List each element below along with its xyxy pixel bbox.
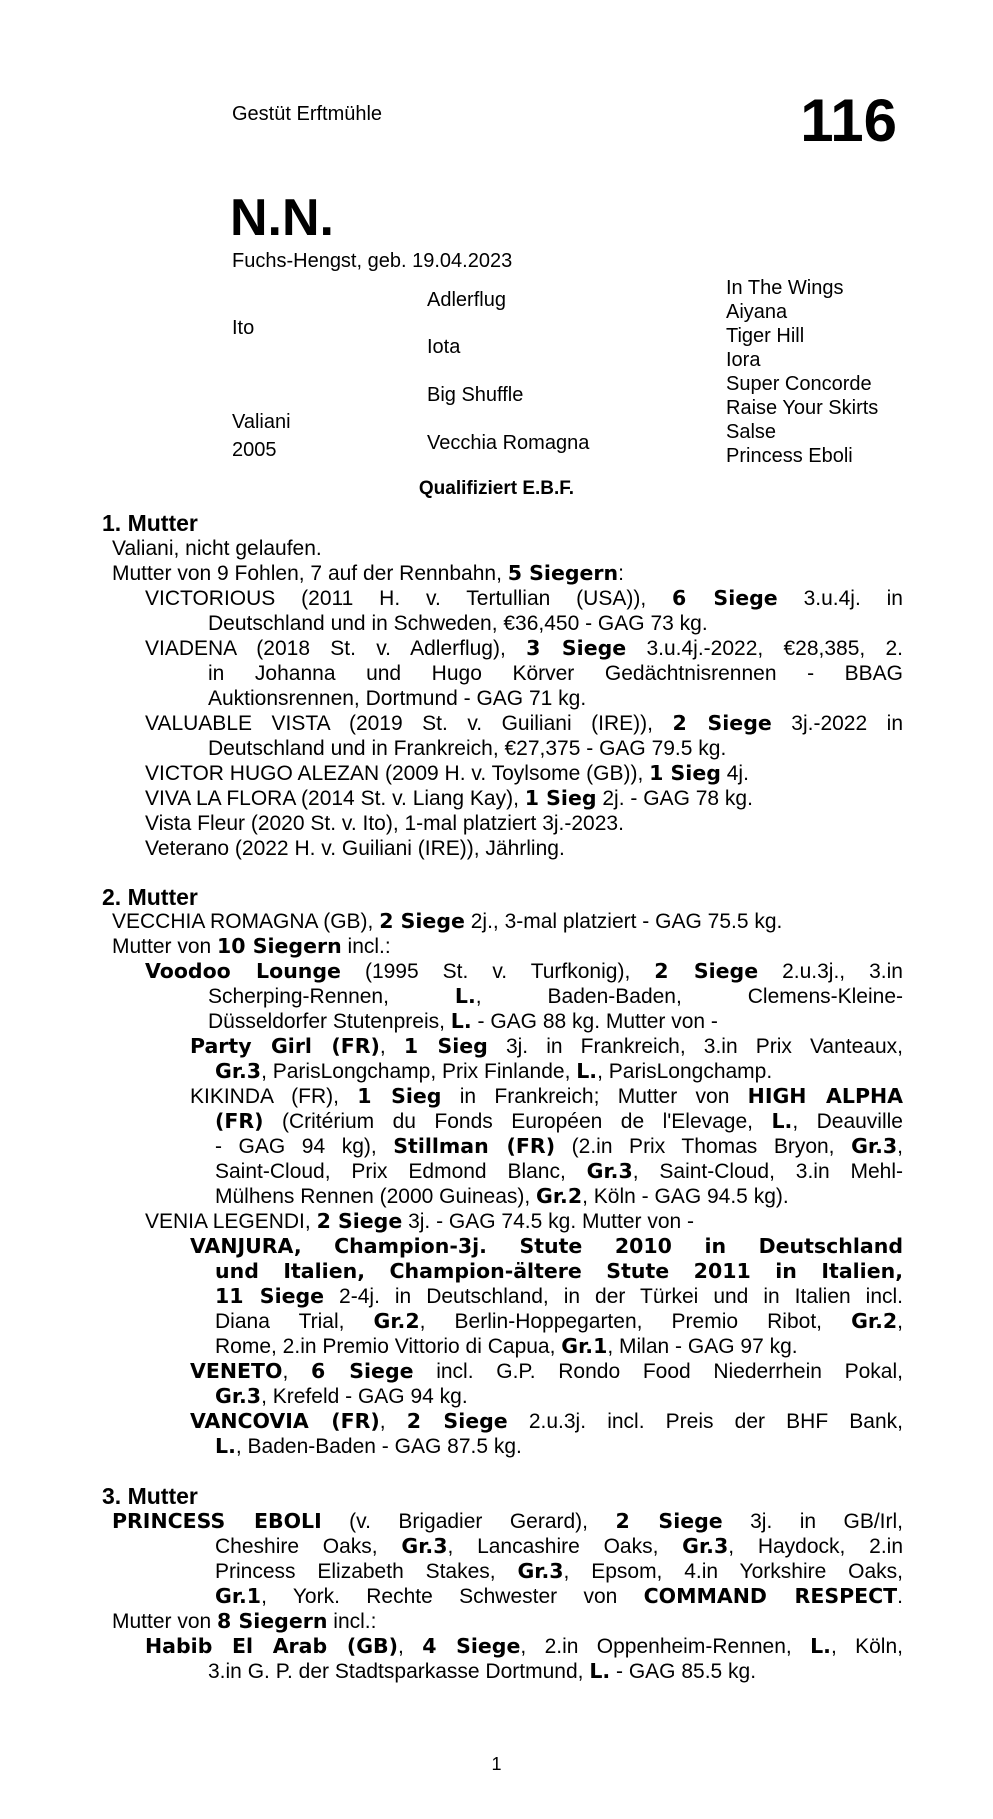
offspring-entry: Habib El Arab (GB), 4 Siege, 2.in Oppenheim-Rennen, L., Köln, — [145, 1634, 903, 1658]
grand-offspring-entry-cont: (FR) (Critérium du Fonds Européen de l'Elevage, L., Deauville — [215, 1109, 903, 1133]
offspring-entry-cont: in Johanna und Hugo Körver Gedächtnisrennen - BBAG — [208, 662, 903, 685]
dam-line: Valiani, nicht gelaufen. — [112, 537, 322, 560]
pedigree-sire: Ito — [232, 317, 255, 339]
stud-name: Gestüt Erftmühle — [232, 103, 383, 125]
offspring-entry: VIADENA (2018 St. v. Adlerflug), 3 Siege 3.u.4j.-2022, €28,385, 2. — [145, 636, 903, 660]
pedigree-dam: Valiani — [232, 411, 291, 433]
pedigree-g2: Big Shuffle — [427, 384, 524, 406]
grand-offspring-entry: VANCOVIA (FR), 2 Siege 2.u.3j. incl. Preis der BHF Bank, — [190, 1409, 903, 1433]
offspring-entry-cont: 3.in G. P. der Stadtsparkasse Dortmund, L. - GAG 85.5 kg. — [208, 1659, 757, 1683]
grand-offspring-entry: VANJURA, Champion-3j. Stute 2010 in Deutschland — [190, 1234, 903, 1258]
pedigree-g3: Salse — [726, 421, 777, 443]
grand-offspring-entry-cont: Gr.3, Krefeld - GAG 94 kg. — [215, 1384, 468, 1408]
dam-line: VECCHIA ROMAGNA (GB), 2 Siege 2j., 3-mal platziert - GAG 75.5 kg. — [112, 909, 783, 933]
grand-offspring-entry-cont: Gr.3, ParisLongchamp, Prix Finlande, L., ParisLongchamp. — [215, 1059, 773, 1083]
offspring-entry: Veterano (2022 H. v. Guiliani (IRE)), Jährling. — [145, 837, 565, 860]
grand-offspring-entry-cont: Diana Trial, Gr.2, Berlin-Hoppegarten, Premio Ribot, Gr.2, — [215, 1309, 903, 1333]
offspring-entry: VICTOR HUGO ALEZAN (2009 H. v. Toylsome (GB)), 1 Sieg 4j. — [145, 761, 749, 785]
pedigree-g3: Princess Eboli — [726, 445, 853, 467]
offspring-entry-cont: Scherping-Rennen, L., Baden-Baden, Clemens-Kleine- — [208, 984, 903, 1008]
offspring-entry: VENIA LEGENDI, 2 Siege 3j. - GAG 74.5 kg. Mutter von - — [145, 1209, 695, 1233]
grand-offspring-entry-cont: und Italien, Champion-ältere Stute 2011 in Italien, — [215, 1259, 903, 1283]
offspring-entry: VICTORIOUS (2011 H. v. Tertullian (USA)), 6 Siege 3.u.4j. in — [145, 586, 903, 610]
section-title: 2. Mutter — [102, 884, 198, 910]
pedigree-dam-year: 2005 — [232, 439, 277, 461]
offspring-entry-cont: Auktionsrennen, Dortmund - GAG 71 kg. — [208, 687, 587, 710]
qualification: Qualifiziert E.B.F. — [418, 478, 575, 499]
section-title: 3. Mutter — [102, 1483, 198, 1509]
dam-line-cont: Cheshire Oaks, Gr.3, Lancashire Oaks, Gr.3, Haydock, 2.in — [215, 1534, 903, 1558]
horse-name: N.N. — [230, 189, 334, 247]
pedigree-g3: Super Concorde — [726, 373, 872, 395]
pedigree-g3: Aiyana — [726, 301, 788, 323]
offspring-entry: Voodoo Lounge (1995 St. v. Turfkonig), 2 Siege 2.u.3j., 3.in — [145, 959, 903, 983]
pedigree-g2: Iota — [427, 336, 461, 358]
pedigree-g2: Vecchia Romagna — [427, 432, 590, 454]
grand-offspring-entry: KIKINDA (FR), 1 Sieg in Frankreich; Mutter von HIGH ALPHA — [190, 1084, 903, 1108]
pedigree-g3: Raise Your Skirts — [726, 397, 879, 419]
grand-offspring-entry-cont: L., Baden-Baden - GAG 87.5 kg. — [215, 1434, 522, 1458]
dam-line: PRINCESS EBOLI (v. Brigadier Gerard), 2 Siege 3j. in GB/Irl, — [112, 1509, 903, 1533]
dam-produce-summary: Mutter von 8 Siegern incl.: — [112, 1609, 377, 1633]
page-number: 1 — [491, 1754, 502, 1774]
offspring-entry: Vista Fleur (2020 St. v. Ito), 1-mal platziert 3j.-2023. — [145, 812, 624, 835]
lot-number: 116 — [800, 87, 897, 154]
grand-offspring-entry-cont: Saint-Cloud, Prix Edmond Blanc, Gr.3, Saint-Cloud, 3.in Mehl- — [215, 1159, 903, 1183]
dam-produce-summary: Mutter von 9 Fohlen, 7 auf der Rennbahn, 5 Siegern: — [112, 561, 624, 585]
grand-offspring-entry: VENETO, 6 Siege incl. G.P. Rondo Food Niederrhein Pokal, — [190, 1359, 903, 1383]
pedigree-g3: In The Wings — [726, 277, 844, 299]
offspring-entry: VALUABLE VISTA (2019 St. v. Guiliani (IRE)), 2 Siege 3j.-2022 in — [145, 711, 903, 735]
grand-offspring-entry: Party Girl (FR), 1 Sieg 3j. in Frankreich, 3.in Prix Vanteaux, — [190, 1034, 903, 1058]
pedigree-g3: Tiger Hill — [726, 325, 805, 347]
section-title: 1. Mutter — [102, 510, 198, 536]
grand-offspring-entry-cont: 11 Siege 2-4j. in Deutschland, in der Türkei und in Italien incl. — [215, 1284, 903, 1308]
offspring-entry-cont: Deutschland und in Schweden, €36,450 - GAG 73 kg. — [208, 612, 708, 635]
horse-description: Fuchs-Hengst, geb. 19.04.2023 — [232, 250, 513, 272]
grand-offspring-entry-cont: Mülhens Rennen (2000 Guineas), Gr.2, Köln - GAG 94.5 kg). — [215, 1184, 789, 1208]
grand-offspring-entry-cont: - GAG 94 kg), Stillman (FR) (2.in Prix Thomas Bryon, Gr.3, — [215, 1134, 903, 1158]
dam-line-cont: Gr.1, York. Rechte Schwester von COMMAND RESPECT. — [215, 1584, 903, 1608]
grand-offspring-entry-cont: Rome, 2.in Premio Vittorio di Capua, Gr.1, Milan - GAG 97 kg. — [215, 1334, 798, 1358]
dam-produce-summary: Mutter von 10 Siegern incl.: — [112, 934, 391, 958]
offspring-entry: VIVA LA FLORA (2014 St. v. Liang Kay), 1 Sieg 2j. - GAG 78 kg. — [145, 786, 753, 810]
pedigree-g3: Iora — [726, 349, 761, 371]
pedigree-g2: Adlerflug — [427, 289, 506, 311]
offspring-entry-cont: Deutschland und in Frankreich, €27,375 - GAG 79.5 kg. — [208, 737, 727, 760]
dam-line-cont: Princess Elizabeth Stakes, Gr.3, Epsom, 4.in Yorkshire Oaks, — [215, 1559, 903, 1583]
offspring-entry-cont: Düsseldorfer Stutenpreis, L. - GAG 88 kg. Mutter von - — [208, 1009, 718, 1033]
